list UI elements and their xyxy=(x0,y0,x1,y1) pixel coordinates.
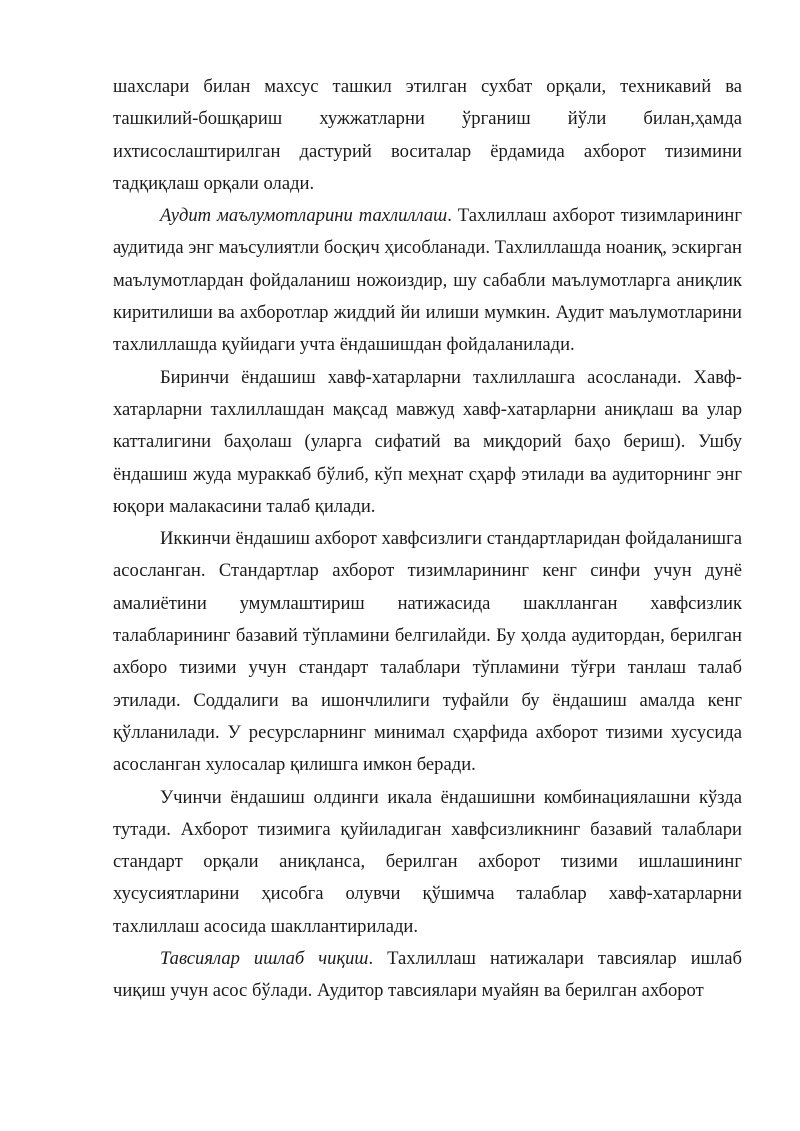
paragraph-continuation xyxy=(113,71,742,200)
paragraph-third-approach xyxy=(113,782,742,943)
paragraph-recommendations xyxy=(113,943,742,1008)
paragraph-text: Биринчи ёндашиш хавф-хатарларни тахлиллашга асосланади. Хавф-хатарларни тахлиллашдан мақсад мавжуд хавф-хатарларни аниқлаш ва улар катталигини баҳолаш (уларга сифатий ва миқдорий баҳо бериш). Ушбу ёндашиш жуда мураккаб бўлиб, кўп меҳнат сҳарф этилади ва аудиторнинг энг юқори малакасини талаб қилади. xyxy=(113,366,742,517)
paragraph-text: . Тахлиллаш ахборот тизимларининг аудитида энг маъсулиятли босқич ҳисобланади. Тахлиллашда ноаниқ, эскирган маълумотлардан фойдаланиш ножоиздир, шу сабабли маълумотларга аниқлик киритилиши ва ахборотлар жиддий йи илиши мумкин. Аудит маълумотларини тахлиллашда қуйидаги учта ёндашишдан фойдаланилади. xyxy=(113,205,742,356)
italic-heading: Тавсиялар ишлаб чиқиш xyxy=(160,948,369,970)
document-page xyxy=(113,71,742,1008)
paragraph-text: Иккинчи ёндашиш ахборот хавфсизлиги стандартларидан фойдаланишга асосланган. Стандартлар ахборот тизимларининг кенг синфи учун дунё амалиётини умумлаштириш натижасида шаклланган хавфсизлик талабларининг базавий тўпламини белгилайди. Бу ҳолда аудитордан, берилган ахборо тизими учун стандарт талаблари тўпламини тўғри танлаш талаб этилади. Соддалиги ва ишончлилиги туфайли бу ёндашиш амалда кенг қўлланилади. У ресурсларнинг минимал сҳарфида ахборот тизими хусусида асосланган хулосалар қилишга имкон беради. xyxy=(113,528,742,776)
italic-heading: Аудит маълумотларини тахлиллаш xyxy=(160,205,448,227)
paragraph-second-approach xyxy=(113,523,742,781)
paragraph-first-approach xyxy=(113,362,742,523)
paragraph-text: . Тахлиллаш натижалари тавсиялар ишлаб чиқиш учун асос бўлади. Аудитор тавсиялари муайян ва берилган ахборот xyxy=(113,948,742,1002)
paragraph-text: Учинчи ёндашиш олдинги икала ёндашишни комбинациялашни кўзда тутади. Ахборот тизимига қуйиладиган хавфсизликнинг базавий талаблари стандарт орқали аниқланса, берилган ахборот тизими ишлашининг хусусиятларини ҳисобга олувчи қўшимча талаблар хавф-хатарларни тахлиллаш асосида шакллантирилади. xyxy=(113,786,742,937)
paragraph-audit-analysis xyxy=(113,200,742,361)
paragraph-text: шахслари билан махсус ташкил этилган сухбат орқали, техникавий ва ташкилий-бошқариш хужжатларни ўрганиш йўли билан,ҳамда ихтисослаштирилган дастурий воситалар ёрдамида ахборот тизимини тадқиқлаш орқали олади. xyxy=(113,76,742,194)
